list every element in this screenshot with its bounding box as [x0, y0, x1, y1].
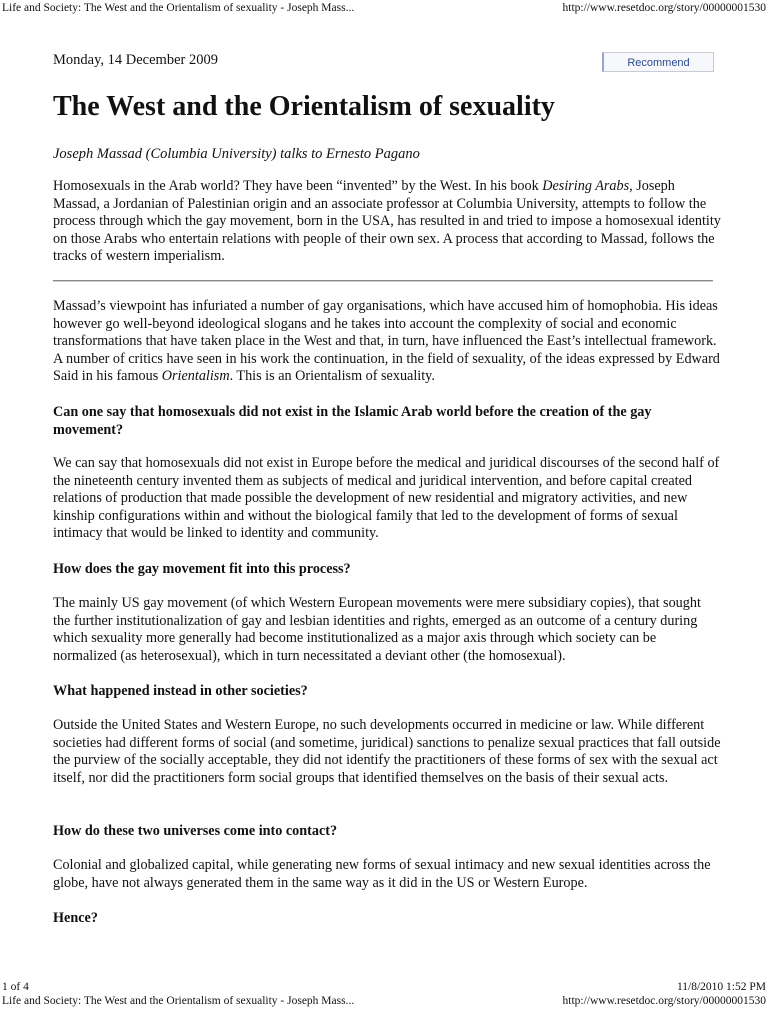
article-date: Monday, 14 December 2009: [53, 52, 218, 68]
byline: Joseph Massad (Columbia University) talks to Ernesto Pagano: [53, 146, 420, 162]
answer-3: Outside the United States and Western Europe, no such developments occurred in medicine or law. While different societies had different forms of social (and sometime, juridical) sanctions to penalize sexual practices that fall outside the purview of the socially acceptable, they did not identify the practitioners of these forms of sex with the sexual act itself, nor did the practitioners form social groups that identified themselves on the basis of their sexual acts.: [53, 717, 721, 786]
next-page-url[interactable]: http://www.resetdoc.org/story/00000001530: [562, 995, 766, 1007]
question-2: How does the gay movement fit into this process?: [53, 561, 351, 577]
question-5: Hence?: [53, 910, 98, 926]
question-4: How do these two universes come into contact?: [53, 823, 338, 839]
answer-4: Colonial and globalized capital, while generating new forms of sexual intimacy and new sexual identities across the globe, have not always generated them in the same way as it did in the US or Western Europe.: [53, 857, 711, 891]
page-number: 1 of 4: [2, 981, 29, 993]
answer-1: We can say that homosexuals did not exist in Europe before the medical and juridical discourses of the second half of the nineteenth century invented them as subjects of medical and juridical intervention, and before capital created relations of production that made possible the development of new residential and migratory activities, and new kinship configurations within and without the biological family that led to the development of forms of sexual intimacy that would be linked to identity and community.: [53, 455, 720, 542]
question-1: Can one say that homosexuals did not exist in the Islamic Arab world before the creation of the gay movement?: [53, 404, 652, 438]
next-page-title: Life and Society: The West and the Orientalism of sexuality - Joseph Mass...: [2, 995, 355, 1007]
print-datetime: 11/8/2010 1:52 PM: [676, 981, 766, 993]
header-title: Life and Society: The West and the Orientalism of sexuality - Joseph Mass...: [2, 2, 355, 14]
context-paragraph: Massad’s viewpoint has infuriated a number of gay organisations, which have accused him of homophobia. His ideas however go well-beyond ideological slogans and he takes into account the complexity of social and economic transformations that have taken place in the West and that, in turn, have influenced the East’s intellectual framework. A number of critics have seen in his work the continuation, in the field of sexuality, of the ideas expressed by Edward Said in his famous Orientalism. This is an Orientalism of sexuality.: [53, 298, 720, 385]
divider: [53, 280, 713, 282]
intro-paragraph: Homosexuals in the Arab world? They have been “invented” by the West. In his book Desiring Arabs, Joseph Massad, a Jordanian of Palestinian origin and an associate professor at Columbia University, attempts to follow the process through which the gay movement, born in the USA, has resulted in and tried to impose a homosexual identity on those Arabs who entertain relations with people of their own sex. A process that according to Massad, follows the tracks of western imperialism.: [53, 178, 721, 265]
book-title: Orientalism: [161, 368, 230, 385]
answer-2: The mainly US gay movement (of which Western European movements were mere subsidiary copies), that sought the further institutionalization of gay and lesbian identities and rights, emerged as an outcome of a century during which sexuality more generally had become institutionalized as a major axis through which society can be normalized (as heterosexual), which in turn necessitated a deviant other (the homosexual).: [53, 595, 701, 664]
page-title: The West and the Orientalism of sexuality: [53, 91, 555, 122]
header-url[interactable]: http://www.resetdoc.org/story/00000001530: [562, 2, 766, 14]
question-3: What happened instead in other societies?: [53, 683, 308, 699]
book-title: Desiring Arabs: [542, 178, 630, 194]
recommend-button[interactable]: Recommend: [602, 52, 714, 72]
